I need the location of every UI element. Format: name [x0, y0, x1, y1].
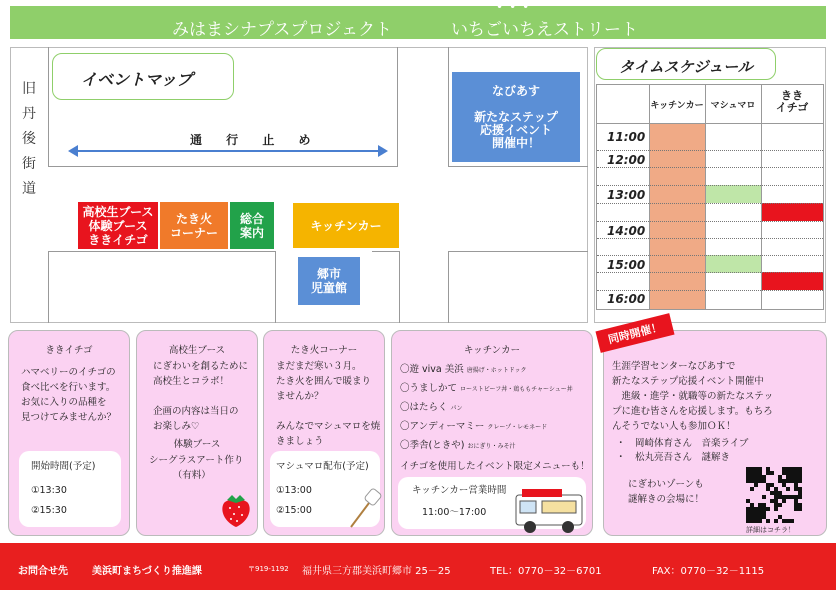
qr-module — [766, 471, 770, 475]
qr-module — [786, 495, 790, 499]
qr-module — [786, 467, 790, 471]
qr-module — [750, 475, 754, 479]
qr-module — [766, 483, 770, 487]
grid-line — [597, 185, 823, 186]
qr-module — [786, 519, 790, 523]
qr-module — [782, 467, 786, 471]
qr-module — [758, 479, 762, 483]
qr-module — [758, 503, 762, 507]
shop-menu: パン — [450, 405, 463, 412]
shop-menu: 唐揚げ・ホットドック — [466, 367, 527, 374]
qr-module — [778, 515, 782, 519]
grid-line — [597, 203, 823, 204]
header-banner — [10, 0, 826, 40]
qr-module — [770, 471, 774, 475]
contact-address: 福井県三方郡美浜町郷市 25－25 — [302, 566, 451, 577]
grid-line — [597, 255, 823, 256]
time-label: 16:00 — [607, 292, 646, 306]
qr-module — [786, 487, 790, 491]
qr-module — [774, 495, 778, 499]
card-bonfire — [263, 330, 385, 536]
grid-line — [597, 238, 823, 239]
qr-module — [750, 503, 754, 507]
qr-module — [786, 479, 790, 483]
qr-module — [766, 467, 770, 471]
shop-name: 〇うましかて — [400, 383, 458, 394]
qr-module — [794, 507, 798, 511]
qr-module — [750, 519, 754, 523]
qr-module — [778, 495, 782, 499]
shop-name: 〇季舎(ときや) — [400, 440, 465, 451]
qr-module — [746, 519, 750, 523]
qr-module — [774, 491, 778, 495]
qr-module — [746, 511, 750, 515]
kitchen-truck-icon — [514, 483, 586, 539]
time-label: 13:00 — [607, 188, 646, 202]
hours-heading: キッチンカー営業時間 — [412, 485, 507, 496]
booth-kitchen-car: キッチンカー — [293, 203, 399, 248]
qr-module — [750, 487, 754, 491]
qr-module — [794, 487, 798, 491]
booth-highschool: 高校生ブース 体験ブース ききイチゴ — [78, 202, 158, 249]
strawberry-slot-2 — [762, 272, 823, 290]
qr-module — [770, 491, 774, 495]
qr-module — [758, 471, 762, 475]
time-heading: マシュマロ配布(予定) — [276, 461, 369, 472]
qr-module — [758, 475, 762, 479]
qr-module — [758, 467, 762, 471]
hours-value: 11:00〜17:00 — [422, 507, 487, 518]
qr-module — [782, 499, 786, 503]
qr-module — [762, 503, 766, 507]
decorative-dots: ••• — [496, 0, 536, 14]
qr-module — [770, 499, 774, 503]
grid-line — [597, 221, 823, 222]
qr-module — [798, 491, 802, 495]
card-heading: ききイチゴ — [45, 345, 93, 356]
grid-line — [597, 123, 823, 124]
time-label: 12:00 — [607, 153, 646, 167]
qr-module — [794, 475, 798, 479]
qr-module — [794, 479, 798, 483]
shop-name: 〇遊 viva 美浜 — [400, 364, 464, 375]
qr-module — [794, 495, 798, 499]
qr-module — [754, 511, 758, 515]
qr-module — [754, 483, 758, 487]
qr-caption: 詳細はコチラ！ — [746, 526, 795, 534]
schedule-grid — [596, 84, 824, 310]
shop-item — [400, 437, 573, 456]
qr-module — [778, 479, 782, 483]
shop-name: 〇はたらく — [400, 402, 448, 413]
time-label: 14:00 — [607, 224, 646, 238]
map-title: イベントマップ — [52, 53, 234, 100]
time-label: 11:00 — [607, 130, 646, 144]
qr-module — [750, 515, 754, 519]
booth-bonfire: たき火 コーナー — [160, 202, 228, 249]
qr-module — [746, 507, 750, 511]
shop-item — [400, 399, 573, 418]
shop-item — [400, 418, 573, 437]
qr-module — [790, 495, 794, 499]
road-closed-label: 通 行 止 め — [190, 133, 321, 147]
column-strawberry-tasting: きき イチゴ — [775, 89, 809, 114]
qr-module — [746, 479, 750, 483]
qr-module — [794, 483, 798, 487]
concurrent-tag: 同時開催！ — [595, 313, 674, 353]
footer-contact — [0, 543, 836, 590]
grid-line — [597, 272, 823, 273]
contact-tel: TEL：0770－32－6701 — [490, 566, 602, 577]
qr-module — [762, 511, 766, 515]
map-road-edge — [448, 47, 449, 167]
qr-module — [770, 483, 774, 487]
street-char: 道 — [22, 181, 36, 197]
street-name-vertical — [22, 78, 36, 200]
qr-module — [754, 475, 758, 479]
qr-module — [794, 471, 798, 475]
qr-module — [798, 475, 802, 479]
project-title: みはまシナプスプロジェクト — [172, 20, 392, 40]
qr-module — [762, 515, 766, 519]
qr-module — [778, 503, 782, 507]
qr-module — [758, 511, 762, 515]
contact-department: 美浜町まちづくり推進課 — [92, 566, 202, 577]
qr-module — [774, 519, 778, 523]
qr-module — [754, 519, 758, 523]
time-item: ①13:00 — [276, 485, 312, 496]
qr-module — [774, 503, 778, 507]
map-block-outline — [448, 251, 588, 323]
qr-module — [754, 479, 758, 483]
shop-item — [400, 361, 573, 380]
card-body: 生涯学習センターなびあすで 新たなステップ応援イベント開催中 進級・進学・就職等の新たなステッ プに進む皆さんを応援します。もちろ んそうでない人も参加ＯＫ！ — [612, 361, 774, 432]
qr-module — [790, 475, 794, 479]
arrow-right-icon — [378, 145, 388, 157]
qr-module — [774, 499, 778, 503]
qr-module — [750, 479, 754, 483]
qr-module — [758, 519, 762, 523]
qr-module — [746, 499, 750, 503]
qr-module — [794, 503, 798, 507]
qr-code-icon — [746, 467, 802, 527]
street-char: 後 — [22, 131, 36, 147]
shop-menu: ローストビーフ丼・鶏ももチャーシュー丼 — [460, 386, 573, 393]
card-kitchen-car — [391, 330, 593, 536]
event-item: ・ 岡崎体育さん 音楽ライブ — [616, 438, 749, 449]
qr-module — [798, 503, 802, 507]
qr-module — [746, 515, 750, 519]
card-concurrent-event — [603, 330, 827, 536]
street-char: 旧 — [22, 81, 36, 97]
strawberry-slot-1 — [762, 203, 823, 221]
street-char: 街 — [22, 156, 36, 172]
sub-heading: 体験ブース — [173, 439, 221, 450]
qr-module — [782, 519, 786, 523]
qr-module — [782, 483, 786, 487]
qr-module — [778, 475, 782, 479]
card-body: にぎわいを創るために 高校生とコラボ！ 企画の内容は当日の お楽しみ♡ — [153, 361, 249, 432]
grid-line — [597, 150, 823, 151]
qr-module — [782, 479, 786, 483]
shop-name: 〇アンディーマミー — [400, 421, 485, 432]
column-kitchen-car: キッチンカー — [650, 101, 704, 111]
qr-module — [758, 515, 762, 519]
contact-label: お問合せ先 — [18, 566, 68, 577]
strawberry-icon — [219, 491, 253, 533]
qr-module — [758, 507, 762, 511]
closing-note: にぎわいゾーンも 謎解きの会場に！ — [628, 479, 705, 505]
qr-module — [754, 507, 758, 511]
grid-line — [597, 290, 823, 291]
marshmallow-slot-1 — [706, 185, 761, 203]
qr-module — [762, 479, 766, 483]
road-closed-arrow — [74, 150, 380, 152]
qr-module — [790, 471, 794, 475]
time-item: ①13:30 — [31, 485, 67, 496]
kitchen-car-bar — [650, 124, 705, 309]
qr-module — [762, 475, 766, 479]
qr-module — [794, 499, 798, 503]
shop-item — [400, 380, 573, 399]
contact-fax: FAX：0770－32－1115 — [652, 566, 765, 577]
qr-module — [766, 519, 770, 523]
shop-list — [400, 361, 573, 456]
card-strawberry-tasting — [8, 330, 130, 536]
qr-module — [786, 475, 790, 479]
map-road-edge — [448, 166, 588, 167]
qr-module — [778, 491, 782, 495]
card-heading: たき火コーナー — [290, 345, 358, 356]
grid-line — [597, 167, 823, 168]
marshmallow-slot-2 — [706, 255, 761, 273]
qr-module — [774, 487, 778, 491]
card-heading: 高校生ブース — [168, 345, 226, 356]
qr-module — [782, 495, 786, 499]
time-heading: 開始時間(予定) — [31, 461, 96, 472]
street-char: 丹 — [22, 106, 36, 122]
arrow-left-icon — [68, 145, 78, 157]
qr-module — [750, 507, 754, 511]
qr-module — [746, 471, 750, 475]
qr-module — [750, 511, 754, 515]
qr-module — [790, 479, 794, 483]
shop-menu: クレープ・レモネード — [487, 424, 548, 431]
limited-menu-note: イチゴを使用したイベント限定メニューも！ — [400, 461, 590, 472]
qr-module — [782, 471, 786, 475]
qr-module — [798, 479, 802, 483]
card-body: まだまだ寒い３月。 たき火を囲んで暖まり ませんか？ みんなでマシュマロを焼 きましょう — [276, 361, 381, 447]
qr-module — [766, 487, 770, 491]
qr-module — [798, 471, 802, 475]
qr-module — [774, 507, 778, 511]
schedule-title: タイムスケジュール — [596, 48, 776, 80]
qr-module — [750, 471, 754, 475]
qr-module — [754, 471, 758, 475]
card-heading: キッチンカー — [463, 345, 521, 356]
children-center: 郷市 児童館 — [298, 257, 360, 305]
map-block-outline — [48, 251, 276, 323]
event-item: ・ 松丸亮吾さん 謎解き — [616, 452, 731, 463]
marshmallow-skewer-icon — [348, 487, 382, 533]
booth-info: 総合 案内 — [230, 202, 274, 249]
qr-module — [798, 495, 802, 499]
time-item: ②15:30 — [31, 505, 67, 516]
qr-module — [754, 515, 758, 519]
shop-menu: おにぎり・みそ汁 — [467, 443, 516, 450]
map-block-outline — [372, 251, 400, 323]
qr-module — [746, 475, 750, 479]
qr-module — [798, 507, 802, 511]
column-marshmallow: マシュマロ — [710, 101, 756, 111]
card-highschool-booth — [136, 330, 258, 536]
qr-module — [790, 519, 794, 523]
qr-module — [798, 467, 802, 471]
nabiasu-building: なびあす 新たなステップ 応援イベント 開催中！ — [452, 72, 580, 162]
time-label: 15:00 — [607, 258, 646, 272]
time-box — [19, 451, 121, 527]
qr-module — [766, 507, 770, 511]
card-body: ハマベリーのイチゴの 食べ比べを行います。 お気に入りの品種を 見つけてみませんか？ — [21, 367, 117, 423]
time-item: ②15:00 — [276, 505, 312, 516]
sub-body: シーグラスアート作り （有料） — [149, 455, 244, 481]
qr-module — [798, 487, 802, 491]
qr-module — [790, 467, 794, 471]
qr-module — [754, 467, 758, 471]
postal-code: 〒919-1192 — [248, 565, 289, 573]
street-title: いちごいちえストリート — [451, 20, 638, 40]
qr-module — [750, 467, 754, 471]
qr-module — [762, 507, 766, 511]
qr-module — [762, 495, 766, 499]
qr-module — [794, 467, 798, 471]
qr-module — [746, 467, 750, 471]
qr-module — [786, 471, 790, 475]
